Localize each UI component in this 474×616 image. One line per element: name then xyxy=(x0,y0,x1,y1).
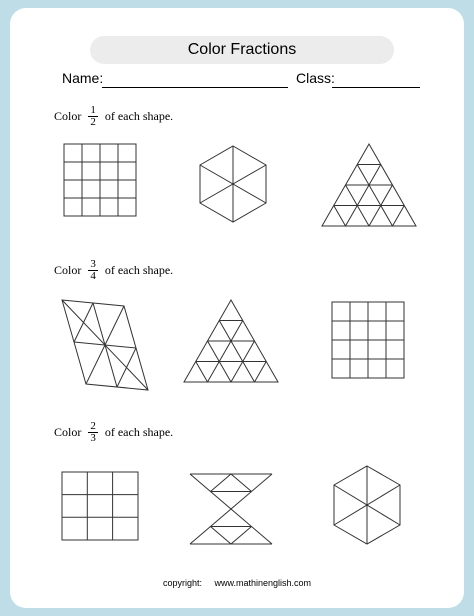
name-label: Name: xyxy=(62,70,104,86)
fraction-3 xyxy=(88,421,98,444)
fraction-1-numerator: 1 xyxy=(90,103,96,116)
instruction-3-prefix: Color xyxy=(54,424,82,439)
page-title xyxy=(90,36,394,64)
copyright-label: copyright: xyxy=(162,578,202,588)
hourglass-6-shape xyxy=(188,472,274,546)
worksheet-page xyxy=(10,8,464,608)
triangle-16-shape xyxy=(320,142,418,228)
class-label: Class: xyxy=(296,70,335,86)
instruction-2-prefix: Color xyxy=(54,262,82,277)
page-title-text: Color Fractions xyxy=(187,41,297,58)
grid-4x4-shape xyxy=(64,144,138,218)
rhombus-8-shape xyxy=(60,298,150,392)
fraction-3-denominator: 3 xyxy=(90,431,96,444)
hexagon-6-shape xyxy=(198,144,268,224)
copyright-site: www.mathinenglish.com xyxy=(214,578,312,588)
instruction-3-suffix: of each shape. xyxy=(104,424,174,439)
instruction-1-prefix: Color xyxy=(54,108,82,123)
hexagon-6-shape-2 xyxy=(332,464,402,546)
fraction-1 xyxy=(88,105,98,128)
name-line xyxy=(102,87,288,88)
grid-3x3-shape xyxy=(62,472,140,542)
fraction-2-denominator: 4 xyxy=(90,269,96,282)
copyright-footer xyxy=(10,578,464,588)
instruction-1-suffix: of each shape. xyxy=(104,108,174,123)
instruction-2 xyxy=(54,256,173,284)
fraction-2-numerator: 3 xyxy=(90,257,96,270)
triangle-16-shape-2 xyxy=(182,298,280,384)
class-line xyxy=(332,87,420,88)
grid-4x4-shape-2 xyxy=(332,302,406,380)
fraction-2 xyxy=(88,259,98,282)
instruction-2-suffix: of each shape. xyxy=(104,262,174,277)
instruction-3 xyxy=(54,418,173,446)
fraction-3-numerator: 2 xyxy=(90,419,96,432)
fraction-1-denominator: 2 xyxy=(90,115,96,128)
instruction-1 xyxy=(54,102,173,130)
